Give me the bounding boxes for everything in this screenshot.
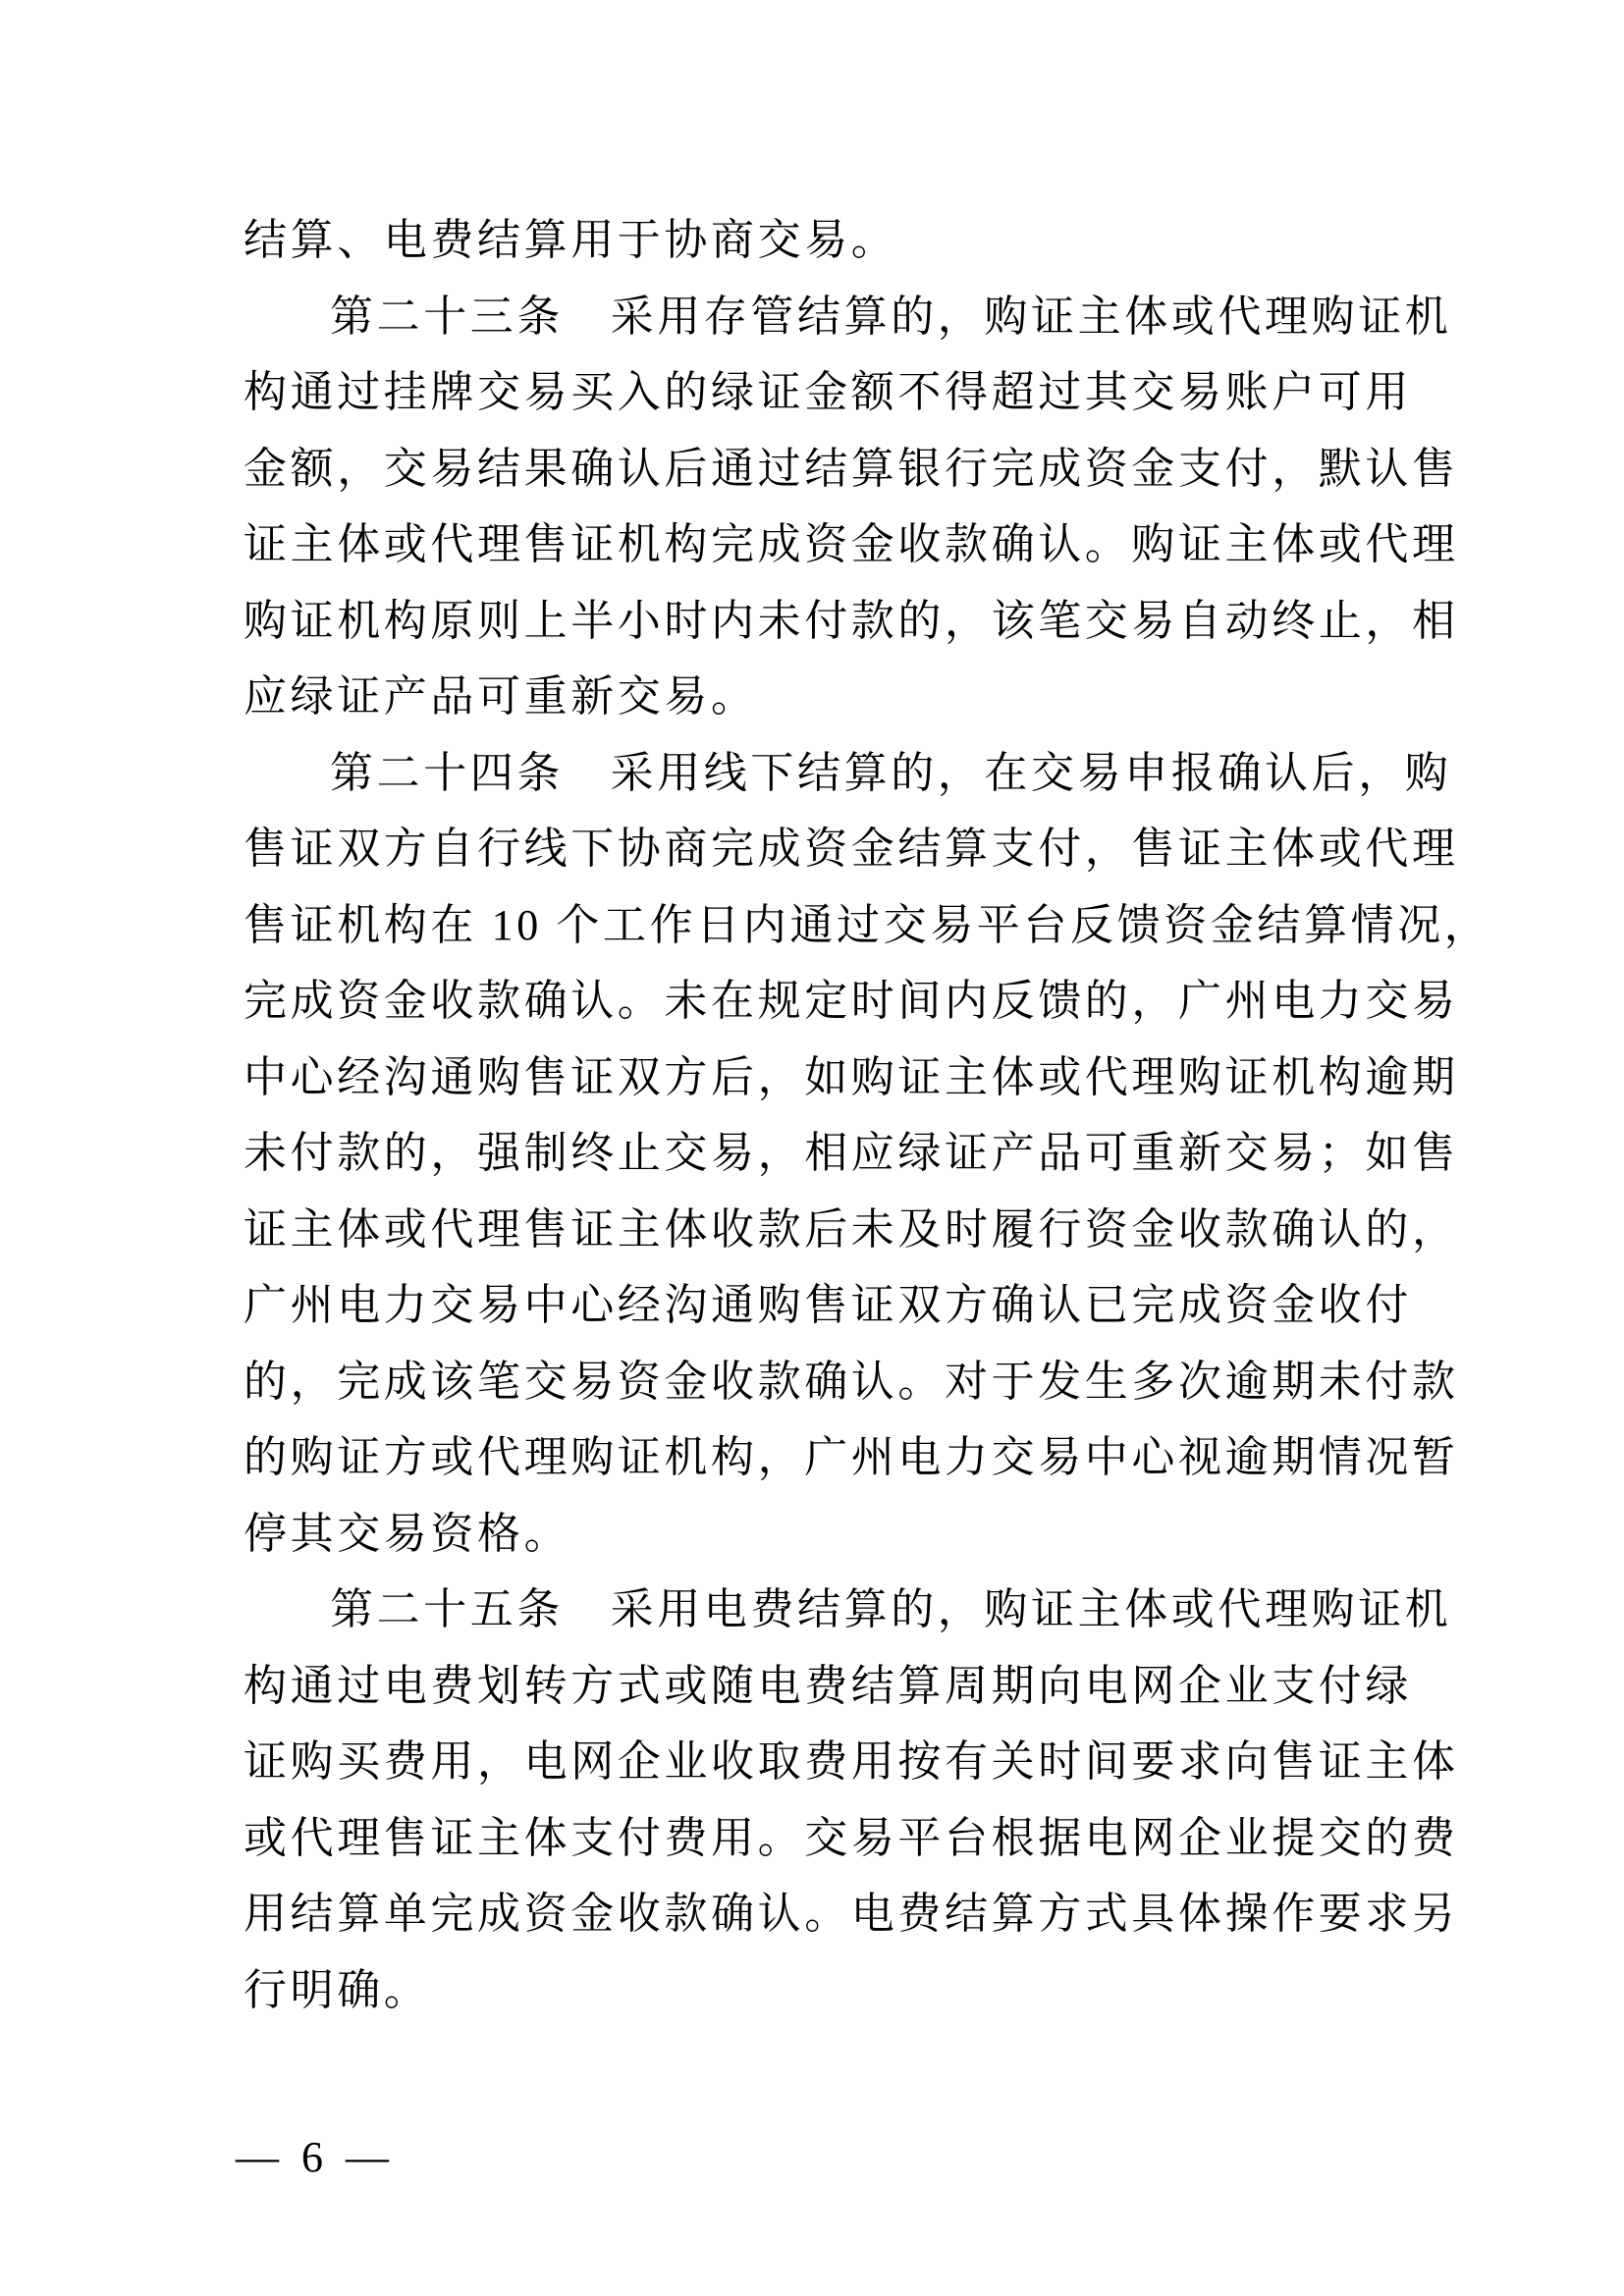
text-line: 第二十四条 采用线下结算的，在交易申报确认后，购 [330,748,1452,797]
text-line: 证主体或代理售证主体收款后未及时履行资金收款确认的， [244,1204,1459,1254]
text-line: 广州电力交易中心经沟通购售证双方确认已完成资金收付 [244,1281,1412,1329]
text-line: 证主体或代理售证机构完成资金收款确认。购证主体或代理 [244,520,1459,568]
text-line: 结算、电费结算用于协商交易。 [244,216,898,264]
text-line: 用结算单完成资金收款确认。电费结算方式具体操作要求另 [244,1890,1459,1938]
text-line: 金额，交易结果确认后通过结算银行完成资金支付，默认售 [244,444,1459,493]
text-line: 构通过电费划转方式或随电费结算周期向电网企业支付绿 [244,1661,1412,1710]
text-line: 售证双方自行线下协商完成资金结算支付，售证主体或代理 [244,825,1459,873]
text-line: 中心经沟通购售证双方后，如购证主体或代理购证机构逾期 [244,1052,1459,1101]
text-line: 停其交易资格。 [244,1509,571,1558]
page-number: — 6 — [236,2133,395,2181]
text-line: 构通过挂牌交易买入的绿证金额不得超过其交易账户可用 [244,368,1412,416]
text-line: 未付款的，强制终止交易，相应绿证产品可重新交易；如售 [244,1129,1459,1177]
text-line: 第二十三条 采用存管结算的，购证主体或代理购证机 [330,292,1452,341]
text-line: 的，完成该笔交易资金收款确认。对于发生多次逾期未付款 [244,1357,1459,1406]
page-footer [236,2133,395,2181]
text-line: 的购证方或代理购证机构，广州电力交易中心视逾期情况暂 [244,1433,1459,1481]
text-line: 完成资金收款确认。未在规定时间内反馈的，广州电力交易 [244,977,1459,1025]
text-line: 证购买费用，电网企业收取费用按有关时间要求向售证主体 [244,1737,1459,1786]
text-line: 行明确。 [244,1965,431,2014]
text-line: 售证机构在 10 个工作日内通过交易平台反馈资金结算情况， [244,900,1491,949]
text-line: 第二十五条 采用电费结算的，购证主体或代理购证机 [330,1585,1452,1633]
text-line: 或代理售证主体支付费用。交易平台根据电网企业提交的费 [244,1813,1459,1862]
text-line: 应绿证产品可重新交易。 [244,672,758,721]
text-line: 购证机构原则上半小时内未付款的，该笔交易自动终止，相 [244,596,1459,645]
document-body [244,202,1491,2028]
